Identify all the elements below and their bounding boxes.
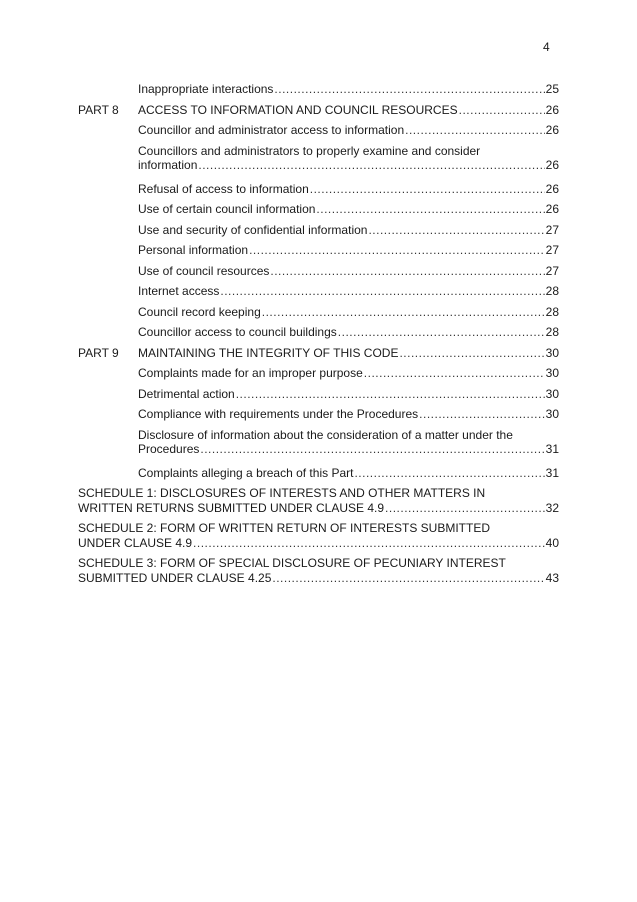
dot-leader [200, 442, 544, 457]
toc-entry-title: Use and security of confidential information [138, 222, 368, 237]
toc-entry-page: 27 [545, 222, 559, 237]
toc-entry[interactable] [78, 179, 559, 200]
toc-entry-title-line1: Councillors and administrators to properly examine and consider [138, 143, 481, 158]
toc-entry-title: Use of certain council information [138, 202, 316, 216]
toc-entry-title: Internet access [138, 284, 220, 298]
toc-entry[interactable] [78, 302, 559, 323]
toc-entry-title-line2: information [138, 158, 198, 172]
toc-entry-title: Councillor access to council buildings [138, 325, 337, 339]
toc-entry-title-line1: SCHEDULE 1: DISCLOSURES OF INTERESTS AND OTHER MATTERS IN [78, 486, 486, 500]
dot-leader [249, 240, 545, 261]
toc-part-9[interactable] [78, 343, 559, 364]
toc-entry-title-line1: Disclosure of information about the consideration of a matter under the [138, 427, 513, 442]
toc-schedule-3[interactable] [78, 556, 559, 585]
toc-schedule-1[interactable] [78, 486, 559, 515]
toc-entry-title-line2: UNDER CLAUSE 4.9 [78, 535, 193, 550]
toc-entry-page: 26 [545, 202, 559, 216]
toc-entry-page: 32 [545, 500, 559, 515]
toc-entry-page: 31 [545, 465, 559, 480]
table-of-contents [78, 79, 559, 591]
toc-entry[interactable] [78, 281, 559, 302]
dot-leader [198, 158, 544, 173]
toc-entry-title: Refusal of access to information [138, 181, 309, 196]
toc-entry[interactable] [78, 322, 559, 343]
toc-entry[interactable] [78, 79, 559, 100]
toc-entry-title: Detrimental action [138, 386, 235, 401]
dot-leader [310, 179, 545, 200]
toc-entry-title-line1: SCHEDULE 3: FORM OF SPECIAL DISCLOSURE OF PECUNIARY INTEREST [78, 556, 506, 570]
toc-entry-page: 26 [545, 158, 559, 172]
toc-entry[interactable] [78, 220, 559, 241]
toc-entry-page: 40 [545, 535, 559, 550]
toc-entry-title-line2: SUBMITTED UNDER CLAUSE 4.25 [78, 570, 272, 585]
toc-entry-page: 30 [545, 407, 559, 421]
toc-entry-page: 27 [545, 263, 559, 278]
toc-entry-title: MAINTAINING THE INTEGRITY OF THIS CODE [138, 345, 399, 360]
toc-entry-title: Complaints made for an improper purpose [138, 366, 363, 380]
toc-entry-page: 30 [545, 366, 559, 380]
toc-entry-title: Complaints alleging a breach of this Part [138, 465, 354, 480]
dot-leader [459, 100, 545, 121]
part-label: PART 8 [78, 102, 119, 117]
dot-leader [399, 343, 544, 364]
dot-leader [316, 199, 544, 220]
dot-leader [338, 322, 545, 343]
toc-entry[interactable] [78, 144, 559, 173]
dot-leader [419, 404, 544, 425]
toc-entry-title: Personal information [138, 243, 249, 257]
toc-entry-title: ACCESS TO INFORMATION AND COUNCIL RESOURCES [138, 102, 458, 117]
toc-entry-title: Council record keeping [138, 304, 261, 319]
toc-entry[interactable] [78, 240, 559, 261]
part-label: PART 9 [78, 345, 119, 360]
dot-leader [368, 220, 544, 241]
toc-entry-page: 28 [545, 325, 559, 339]
dot-leader [193, 536, 545, 551]
toc-entry-page: 30 [545, 386, 559, 401]
dot-leader [274, 79, 544, 100]
toc-entry-page: 27 [545, 243, 559, 257]
toc-entry-title: Inappropriate interactions [138, 82, 274, 96]
toc-schedule-2[interactable] [78, 521, 559, 550]
toc-entry-title-line2: Procedures [138, 442, 200, 456]
toc-entry-page: 31 [545, 442, 559, 456]
toc-entry-title-line1: SCHEDULE 2: FORM OF WRITTEN RETURN OF INTERESTS SUBMITTED [78, 521, 491, 535]
dot-leader [354, 463, 544, 484]
toc-entry-title: Compliance with requirements under the Procedures [138, 407, 419, 421]
toc-entry[interactable] [78, 384, 559, 405]
toc-entry-page: 43 [545, 570, 559, 585]
toc-entry[interactable] [78, 363, 559, 384]
toc-entry[interactable] [78, 261, 559, 282]
toc-entry-page: 26 [545, 102, 559, 117]
toc-entry-page: 30 [545, 345, 559, 360]
toc-entry[interactable] [78, 404, 559, 425]
toc-entry-title: Councillor and administrator access to information [138, 123, 405, 137]
toc-entry-page: 26 [545, 181, 559, 196]
toc-entry-page: 25 [545, 82, 559, 96]
toc-entry-page: 26 [545, 123, 559, 137]
dot-leader [272, 571, 544, 586]
dot-leader [405, 120, 545, 141]
toc-entry-title: Use of council resources [138, 263, 270, 278]
toc-entry[interactable] [78, 120, 559, 141]
toc-entry-title-line2: WRITTEN RETURNS SUBMITTED UNDER CLAUSE 4.9 [78, 500, 385, 515]
toc-entry-page: 28 [545, 284, 559, 298]
dot-leader [270, 261, 544, 282]
dot-leader [385, 501, 545, 516]
toc-part-8[interactable] [78, 100, 559, 121]
dot-leader [236, 384, 545, 405]
dot-leader [262, 302, 545, 323]
toc-entry[interactable] [78, 428, 559, 457]
toc-entry[interactable] [78, 199, 559, 220]
toc-entry-page: 28 [545, 304, 559, 319]
toc-entry[interactable] [78, 463, 559, 484]
dot-leader [364, 363, 545, 384]
dot-leader [220, 281, 544, 302]
page-number: 4 [543, 40, 550, 54]
